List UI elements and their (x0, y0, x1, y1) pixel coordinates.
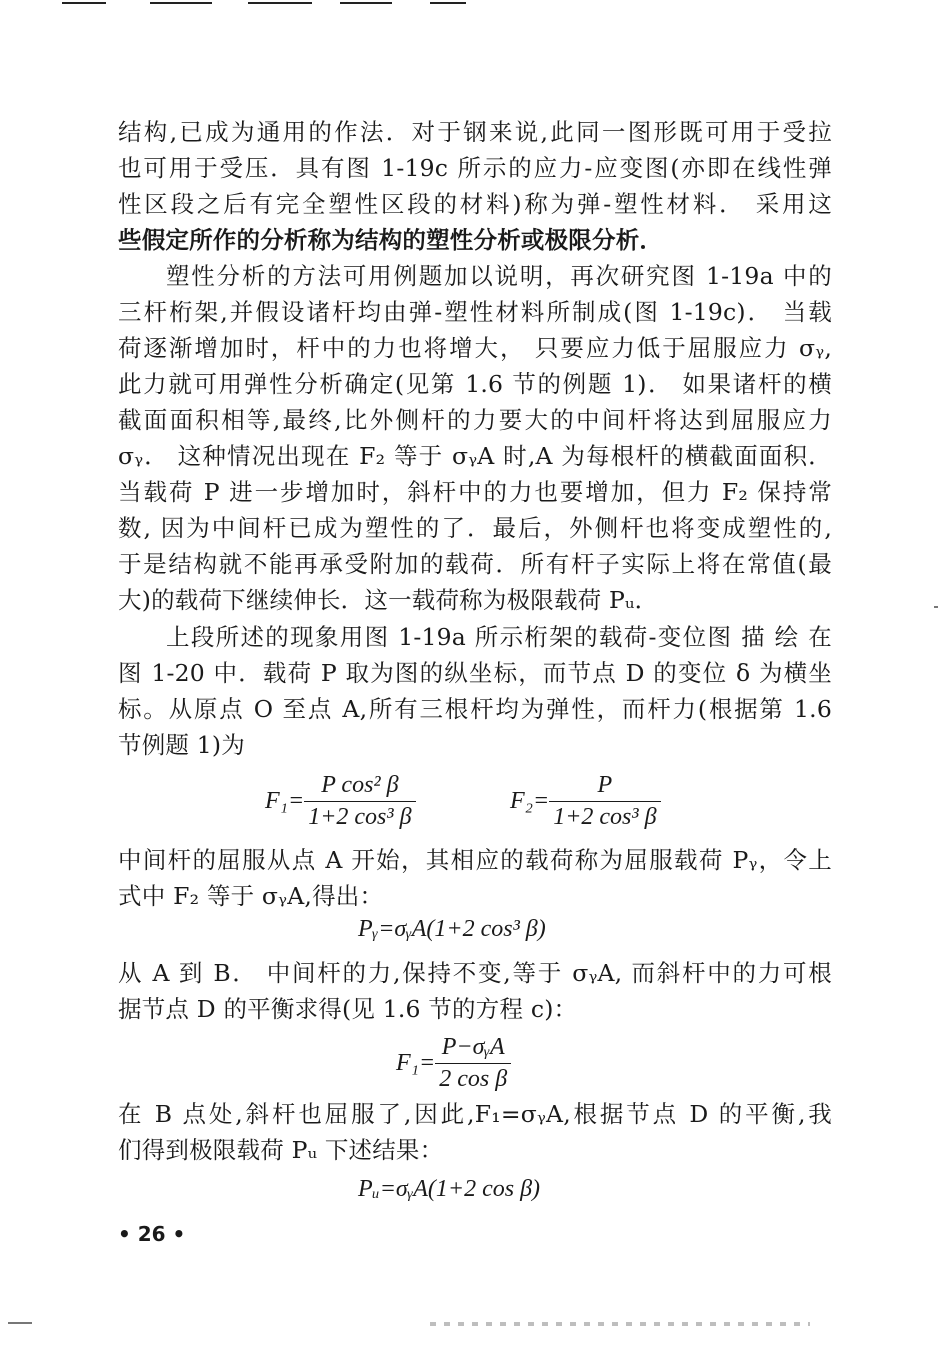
page-number: • 26 • (118, 1222, 186, 1246)
text-line: σᵧ． 这种情况出现在 F₂ 等于 σᵧA 时,A 为每根杆的横截面面积． (118, 442, 832, 470)
text-line: 从 A 到 B． 中间杆的力,保持不变,等于 σᵧA, 而斜杆中的力可根 (118, 959, 832, 987)
top-rule (430, 2, 466, 4)
fraction (435, 1034, 511, 1093)
text-line: 结构,已成为通用的作法．对于钢来说,此同一图形既可用于受拉 (118, 118, 832, 146)
top-rule (340, 2, 392, 4)
formula-lhs: F₁= (396, 1050, 436, 1076)
scan-speck (934, 606, 938, 608)
top-rule (248, 2, 312, 4)
text-line: 据节点 D 的平衡求得(见 1.6 节的方程 c)： (118, 995, 578, 1023)
text-line: 式中 F₂ 等于 σᵧA,得出： (118, 882, 384, 910)
text-line: 些假定所作的分析称为结构的塑性分析或极限分析． (118, 226, 664, 254)
text-line: 此力就可用弹性分析确定(见第 1.6 节的例题 1)． 如果诸杆的横 (118, 370, 832, 398)
scan-artifact (430, 1322, 810, 1326)
formula-f2 (510, 772, 661, 831)
fraction-denominator: 1+2 cos³ β (553, 804, 657, 830)
formula-ultimate-load: Pᵤ=σᵧA(1+2 cos β) (358, 1176, 541, 1202)
text-line: 大)的载荷下继续伸长．这一载荷称为极限载荷 Pᵤ． (118, 586, 659, 614)
text-line: 截面面积相等,最终,比外侧杆的力要大的中间杆将达到屈服应力 (118, 406, 832, 434)
text-line: 塑性分析的方法可用例题加以说明，再次研究图 1-19a 中的 (166, 262, 832, 290)
text-line: 性区段之后有完全塑性区段的材料)称为弹-塑性材料． 采用这 (118, 190, 832, 218)
formula-yield-load: Pᵧ=σᵧA(1+2 cos³ β) (358, 916, 546, 942)
text-line: 三杆桁架,并假设诸杆均由弹-塑性材料所制成(图 1-19c)． 当载 (118, 298, 832, 326)
fraction-numerator: P cos² β (304, 772, 415, 802)
formula-lhs: F₂= (510, 788, 550, 814)
text-line: 节例题 1)为 (118, 731, 245, 759)
formula-f1-plastic (396, 1034, 511, 1093)
text-line: 图 1-20 中．载荷 P 取为图的纵坐标，而节点 D 的变位 δ 为横坐 (118, 659, 832, 687)
fraction-denominator: 1+2 cos³ β (308, 804, 412, 830)
fraction-numerator: P−σᵧA (435, 1034, 511, 1064)
scan-speck (8, 1322, 32, 1324)
text-line: 也可用于受压．具有图 1-19c 所示的应力-应变图(亦即在线性弹 (118, 154, 832, 182)
text-line: 中间杆的屈服从点 A 开始，其相应的载荷称为屈服载荷 Pᵧ，令上 (118, 846, 832, 874)
formula-lhs: F₁= (265, 788, 305, 814)
text-line: 数, 因为中间杆已成为塑性的了．最后，外侧杆也将变成塑性的, (118, 514, 832, 542)
text-line: 当载荷 P 进一步增加时，斜杆中的力也要增加，但力 F₂ 保持常 (118, 478, 832, 506)
top-rule (62, 2, 106, 4)
formula-f1 (265, 772, 416, 831)
text-line: 荷逐渐增加时，杆中的力也将增大， 只要应力低于屈服应力 σᵧ, (118, 334, 832, 362)
fraction (549, 772, 660, 831)
fraction-denominator: 2 cos β (439, 1066, 508, 1092)
text-line: 上段所述的现象用图 1-19a 所示桁架的载荷-变位图 描 绘 在 (166, 623, 832, 651)
fraction (304, 772, 415, 831)
text-line: 们得到极限载荷 Pᵤ 下述结果： (118, 1136, 444, 1164)
text-line: 在 B 点处,斜杆也屈服了,因此,F₁=σᵧA,根据节点 D 的平衡,我 (118, 1100, 832, 1128)
text-line: 标。从原点 O 至点 A,所有三根杆均为弹性，而杆力(根据第 1.6 (118, 695, 832, 723)
text-line: 于是结构就不能再承受附加的载荷．所有杆子实际上将在常值(最 (118, 550, 832, 578)
top-rule (150, 2, 212, 4)
fraction-numerator: P (549, 772, 660, 802)
